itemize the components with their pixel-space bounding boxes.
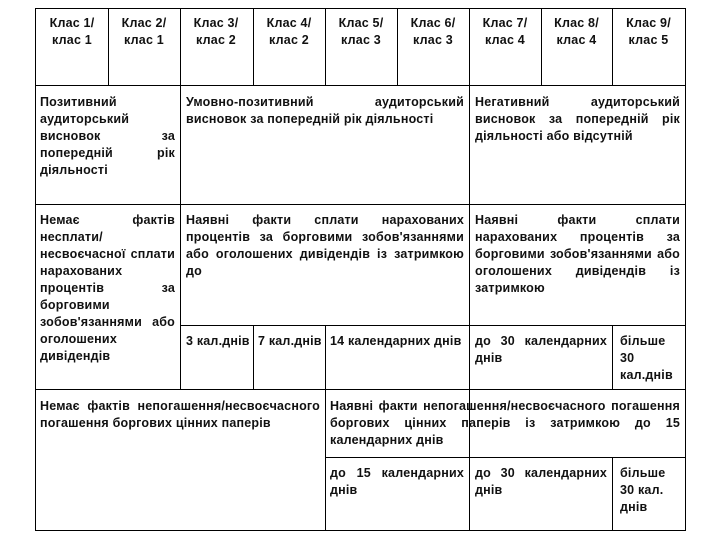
column-divider [397,8,398,85]
column-divider [469,8,470,531]
interest-delayed: Наявні факти сплати нарахованих процентів за борговими зобов'язаннями або оголошених дивідендів із затримкою до [186,213,464,278]
interest-days-more: більше 30 кал.днів [620,334,673,382]
table-border-right [685,8,686,531]
audit-negative: Негативний аудиторський висновок за попередній рік діяльності або відсутній [475,95,680,143]
header-class-6: Клас 6/ клас 3 [410,16,456,47]
column-divider [541,8,542,85]
header-class-1: Клас 1/ клас 1 [49,16,95,47]
column-divider [325,8,326,85]
header-class-2: Клас 2/ клас 1 [121,16,167,47]
column-divider [325,325,326,531]
row-divider [180,325,685,326]
audit-positive: Позитивний аудиторський висновок за попередній рік діяльності [40,95,175,177]
header-class-3: Клас 3/ клас 2 [193,16,239,47]
row-divider [35,204,685,205]
interest-days-7: 7 кал.днів [258,334,322,348]
interest-unpaid: Наявні факти сплати нарахованих процентів за борговими зобов'язаннями або оголошених дивідендів із затримкою [475,213,680,295]
interest-days-3: 3 кал.днів [186,334,250,348]
repayment-days-30: до 30 календарних днів [475,466,607,497]
interest-days-14: 14 календарних днів [330,334,462,348]
header-class-9: Клас 9/ клас 5 [626,16,671,47]
column-divider [108,8,109,85]
table-border-top [35,8,685,9]
column-divider [612,8,613,85]
header-class-7: Клас 7/ клас 4 [482,16,528,47]
repayment-days-15: до 15 календарних днів [330,466,464,497]
column-divider [253,8,254,85]
table-border-bottom [35,530,685,531]
column-divider [253,325,254,389]
row-divider [35,85,685,86]
column-divider [180,8,181,389]
table-border-left [35,8,36,531]
row-divider [35,389,685,390]
column-divider [612,325,613,389]
header-class-5: Клас 5/ клас 3 [338,16,384,47]
column-divider [612,457,613,531]
repayment-none: Немає фактів непогашення/несвоєчасного погашення боргових цінних паперів [40,399,320,430]
header-class-4: Клас 4/ клас 2 [266,16,312,47]
interest-none: Немає фактів несплати/несвоєчасної сплати нарахованих процентів за борговими зобов'язаннями або оголошених дивідендів [40,213,175,363]
row-divider [325,457,685,458]
repayment-delayed: Наявні факти непогашення/несвоєчасного погашення боргових цінних паперів із затримкою до 15 календарних днів [330,399,680,447]
repayment-days-more: більше 30 кал. днів [620,466,666,514]
interest-days-30: до 30 календарних днів [475,334,607,365]
audit-conditional: Умовно-позитивний аудиторський висновок за попередній рік діяльності [186,95,464,126]
header-class-8: Клас 8/ клас 4 [554,16,599,47]
